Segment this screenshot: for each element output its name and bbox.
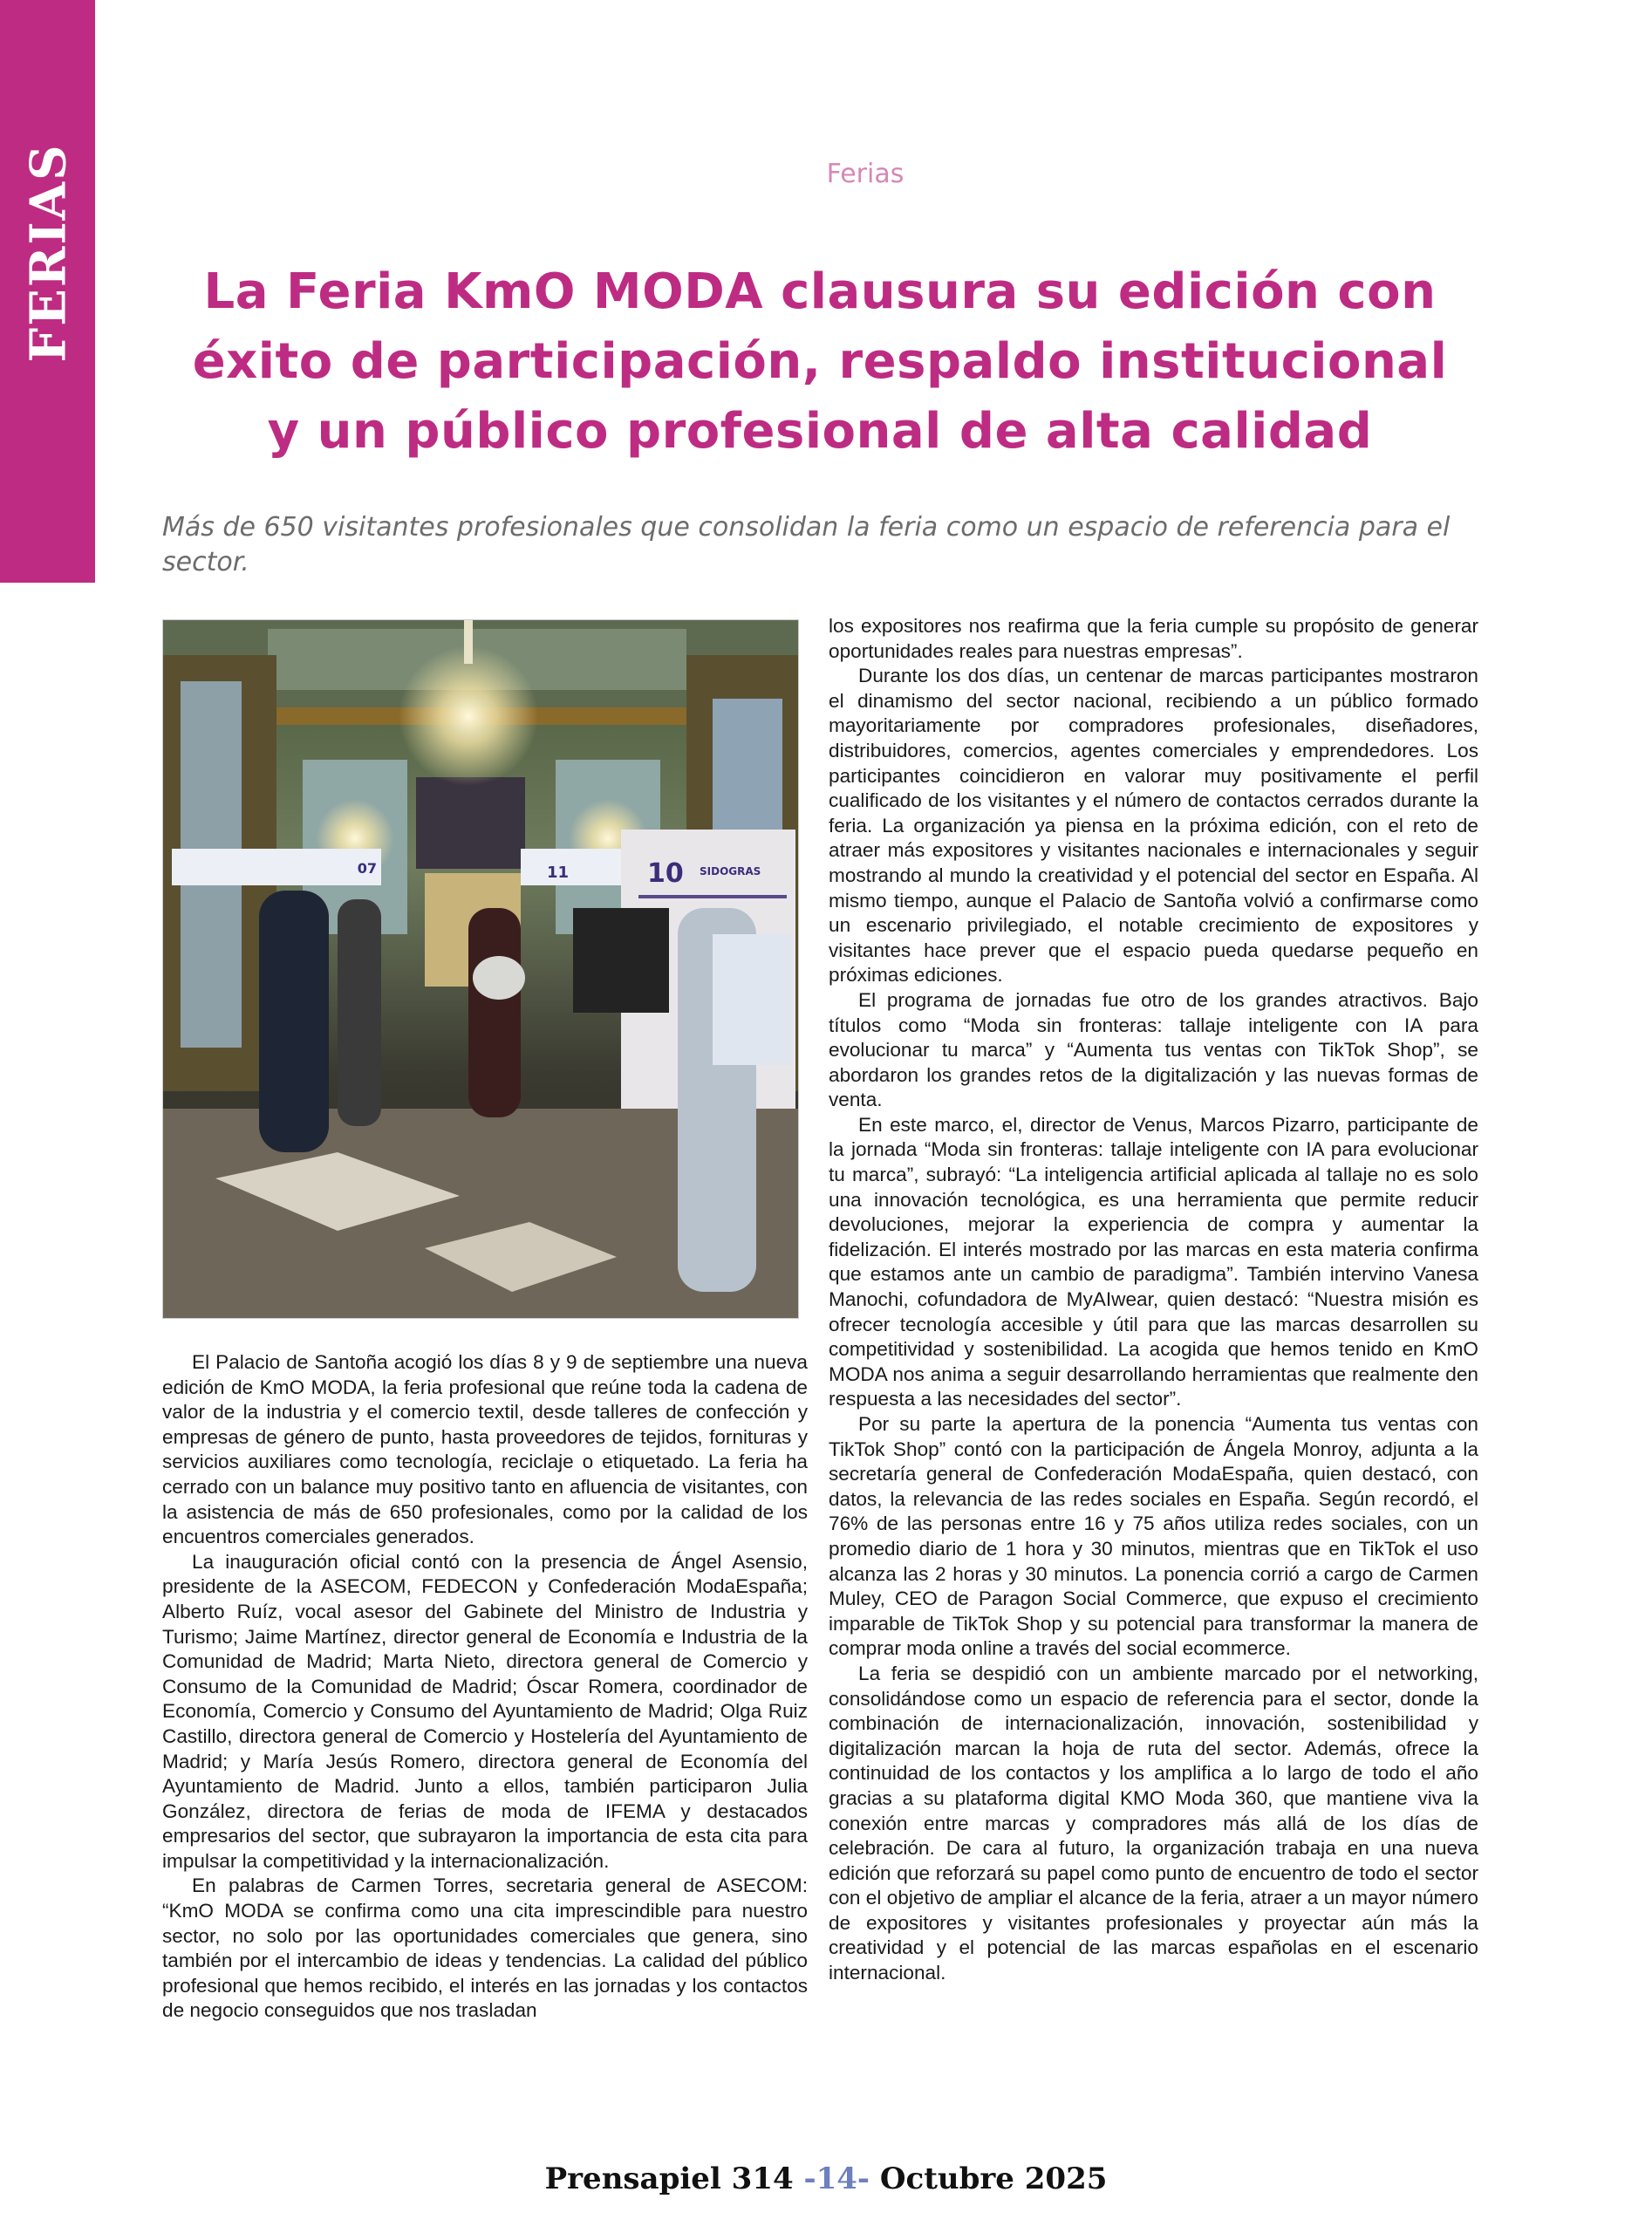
- article-subtitle: Más de 650 visitantes profesionales que consolidan la feria como un espacio de referencia para el sector.: [162, 512, 1451, 577]
- stand-sign-11: 11: [547, 864, 570, 882]
- section-kicker: Ferias: [826, 159, 905, 189]
- article-paragraph: Por su parte la apertura de la ponencia “Aumenta tus ventas con TikTok Shop” contó con la participación de Ángela Monroy, adjunta a la secretaría general de Confederación ModaEspaña, quien destacó, con datos, la relevancia de las redes sociales en España. Según recordó, el 76% de las personas entre 16 y 75 años utiliza redes sociales, con un promedio diario de 1 hora y 30 minutos, mientras que en TikTok el uso alcanza las 2 horas y 30 minutos. La ponencia corrió a cargo de Carmen Muley, CEO de Paragon Social Commerce, que expuso el crecimiento imparable de TikTok Shop y su potencial para transformar la manera de comprar moda online a través del social ecommerce.: [829, 1413, 1478, 1660]
- headline-line: La Feria KmO MODA clausura su edición con: [203, 263, 1437, 320]
- article-paragraph: La feria se despidió con un ambiente marcado por el networking, consolidándose como un espacio de referencia para el sector, donde la combinación de internacionalización, innovación, sostenibilidad y digitalización marcan la hoja de ruta del sector. Además, ofrece la continuidad de los contactos y los amplifica a lo largo de todo el año gracias a su plataforma digital KMO Moda 360, que mantiene viva la conexión entre marcas y compradores más allá de los días de celebración. De cara al futuro, la organización trabaja en una nueva edición que reforzará su papel como punto de encuentro de todo el sector con el objetivo de ampliar el alcance de la feria, atraer a un mayor número de expositores y visitantes profesionales y proyectar aún más la creatividad y el potencial de las marcas españolas en el escenario internacional.: [829, 1662, 1478, 1984]
- headline-line: éxito de participación, respaldo institucional: [192, 333, 1448, 390]
- headline-line: y un público profesional de alta calidad: [267, 403, 1373, 460]
- article-paragraph: En palabras de Carmen Torres, secretaria general de ASECOM: “KmO MODA se confirma como una cita imprescindible para nuestro sector, no solo por las oportunidades comerciales que genera, sino también por el intercambio de ideas y tendencias. La calidad del público profesional que hemos recibido, el interés en las jornadas y los contactos de negocio conseguidos que nos trasladan: [162, 1874, 808, 2022]
- stand-sign-07: 07: [357, 860, 377, 877]
- stand-sign-10: 10: [647, 858, 684, 889]
- stand-sign-10-name: SIDOGRAS: [700, 865, 761, 877]
- section-side-label-text: FERIAS: [20, 143, 79, 363]
- article-column-right: [829, 614, 1478, 1986]
- article-paragraph: En este marco, el, director de Venus, Marcos Pizarro, participante de la jornada “Moda sin fronteras: tallaje inteligente con IA para evolucionar tu marca”, subrayó: “La inteligencia artificial aplicada al tallaje no es solo una innovación tecnológica, es una herramienta que permite reducir devoluciones, mejorar la experiencia de compra y aumentar la fidelización. El interés mostrado por las marcas en esta materia confirma que estamos ante un cambio de paradigma”. También intervino Vanesa Manochi, cofundadora de MyAIwear, quien destacó: “Nuestra misión es ofrecer tecnología accesible y útil para que las marcas desarrollen su competitividad y sostenibilidad. La acogida que hemos tenido en KmO MODA nos anima a seguir desarrollando herramientas que realmente den respuesta a las necesidades del sector”.: [829, 1113, 1478, 1410]
- article-column-left: [162, 1350, 808, 2024]
- article-paragraph-continuation: los expositores nos reafirma que la feria cumple su propósito de generar oportunidades reales para nuestras empresas”.: [829, 615, 1478, 662]
- article-paragraph: El programa de jornadas fue otro de los grandes atractivos. Bajo títulos como “Moda sin fronteras: tallaje inteligente con IA para evolucionar tu marca” y “Aumenta tus ventas con TikTok Shop”, se abordaron los grandes retos de la digitalización y las nuevas formas de venta.: [829, 988, 1478, 1111]
- page-footer: [0, 2161, 1652, 2196]
- article-paragraph: El Palacio de Santoña acogió los días 8 y 9 de septiembre una nueva edición de KmO MODA, la feria profesional que reúne toda la cadena de valor de la industria y el comercio textil, desde talleres de confección y empresas de género de punto, hasta proveedores de tejidos, fornituras y servicios auxiliares como tecnología, reciclaje o etiquetado. La feria ha cerrado con un balance muy positivo tanto en afluencia de visitantes, con la asistencia de más de 650 profesionales, como por la calidad de los encuentros comerciales generados.: [162, 1351, 808, 1548]
- article-headline: [174, 257, 1465, 467]
- article-paragraph: Durante los dos días, un centenar de marcas participantes mostraron el dinamismo del sector nacional, recibiendo a un público formado mayoritariamente por compradores profesionales, diseñadores, distribuidores, comercios, agentes comerciales y emprendedores. Los participantes coincidieron en valorar muy positivamente el perfil cualificado de los visitantes y el número de contactos cerrados durante la feria. La organización ya piensa en la próxima edición, con el reto de atraer más expositores y visitantes nacionales e internacionales y seguir mostrando al mundo la creatividad y el potencial del sector en España. Al mismo tiempo, aunque el Palacio de Santoña volvió a confirmarse como un escenario privilegiado, el notable crecimiento de expositores y visitantes hace prever que el espacio pueda quedarse pequeño en próximas ediciones.: [829, 665, 1478, 987]
- footer-date: Octubre 2025: [879, 2161, 1108, 2196]
- fair-hall-photo: [163, 620, 798, 1318]
- footer-page-number: -14-: [803, 2161, 870, 2196]
- article-paragraph: La inauguración oficial contó con la presencia de Ángel Asensio, presidente de la ASECOM, FEDECON y Confederación ModaEspaña; Alberto Ruíz, vocal asesor del Gabinete del Ministro de Industria y Turismo; Jaime Martínez, director general de Economía e Industria de la Comunidad de Madrid; Marta Nieto, directora general de Comercio y Consumo de la Comunidad de Madrid; Óscar Romera, coordinador de Economía, Comercio y Consumo del Ayuntamiento de Madrid; Olga Ruiz Castillo, directora general de Comercio y Hostelería del Ayuntamiento de Madrid; y María Jesús Romero, directora general de Economía del Ayuntamiento de Madrid. Junto a ellos, también participaron Julia González, directora de ferias de moda de IFEMA y destacados empresarios del sector, que subrayaron la importancia de esta cita para impulsar la competitividad y la internacionalización.: [162, 1550, 808, 1872]
- article-photo: [162, 619, 799, 1319]
- footer-publication: Prensapiel 314: [544, 2161, 794, 2196]
